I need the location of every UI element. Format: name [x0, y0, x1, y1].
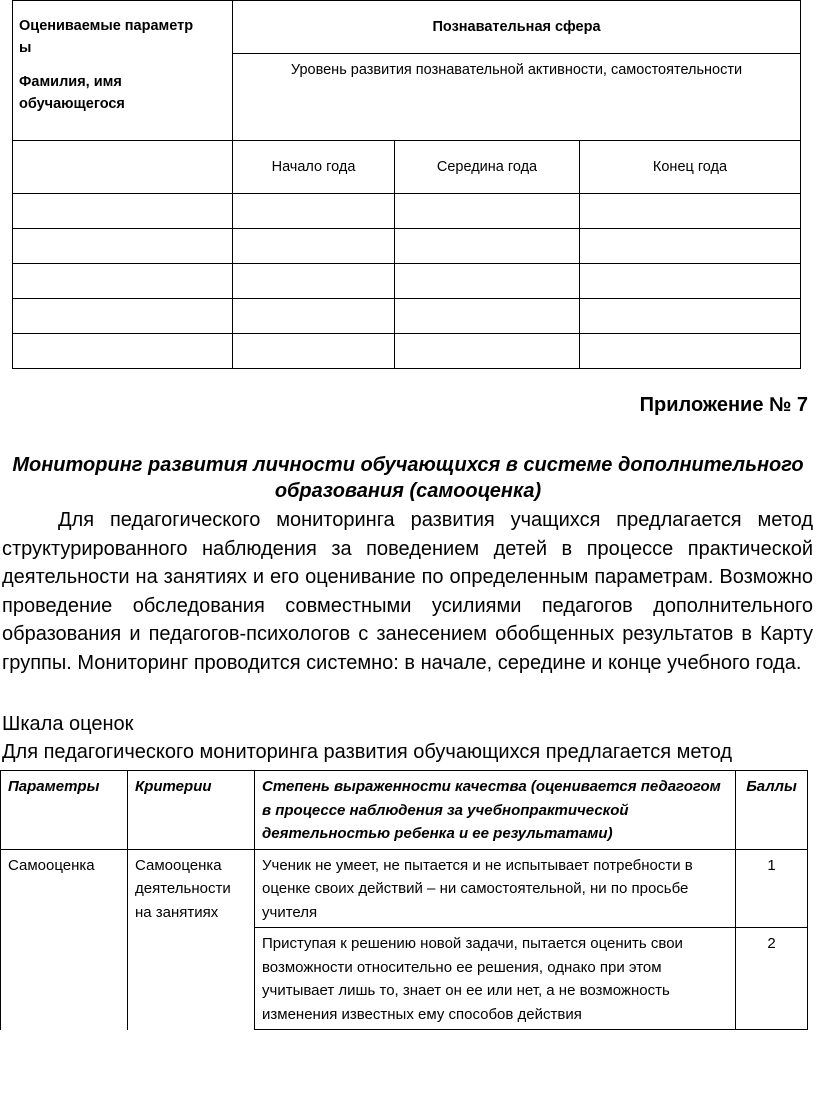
header-points: Баллы: [736, 771, 808, 850]
header-criteria: Критерии: [128, 771, 255, 850]
param-header-line1: Оцениваемые параметр: [19, 18, 194, 34]
param-header-cell: [13, 1, 233, 141]
table-row: [13, 194, 801, 229]
period-middle: Середина года: [395, 141, 580, 194]
title-line2: образования (самооценка): [274, 480, 542, 502]
monitoring-table: [12, 0, 801, 369]
table-row: [13, 299, 801, 334]
level-header: Уровень развития познавательной активности, самостоятельности: [233, 54, 801, 141]
param-header-line2: ы: [19, 40, 32, 56]
table-row: [13, 264, 801, 299]
body-paragraph: [2, 506, 813, 677]
header-row: [1, 771, 808, 850]
table-row: [13, 334, 801, 369]
header-params: Параметры: [1, 771, 128, 850]
table-row: [1, 849, 808, 928]
criterion-cell: Самооценка деятельности на занятиях: [128, 849, 255, 1030]
period-empty-cell: [13, 141, 233, 194]
param-cell: Самооценка: [1, 849, 128, 1030]
header-degree: Степень выраженности качества (оценивается педагогом в процессе наблюдения за учебнопрактической деятельностью ребенка и ее результатами): [255, 771, 736, 850]
param-header-line4: обучающегося: [19, 96, 125, 112]
points-cell: 2: [736, 928, 808, 1030]
points-cell: 1: [736, 849, 808, 928]
sphere-header: Познавательная сфера: [233, 1, 801, 54]
scale-heading: Шкала оценок: [2, 713, 134, 735]
title-line1: Мониторинг развития личности обучающихся в системе дополнительного: [12, 454, 804, 476]
period-end: Конец года: [580, 141, 801, 194]
appendix-label: Приложение № 7: [639, 394, 808, 416]
param-header-line3: Фамилия, имя: [19, 74, 122, 90]
scale-subheading: Для педагогического мониторинга развития обучающихся предлагается метод: [2, 741, 733, 763]
description-cell: Приступая к решению новой задачи, пытается оценить свои возможности относительно ее решения, однако при этом учитывает лишь то, знает он ее или нет, а не возможность изменения известных ему способов действия: [255, 928, 736, 1030]
scale-table: [0, 770, 808, 1030]
table-row: [13, 229, 801, 264]
document-title: [0, 452, 816, 504]
body-paragraph-text: Для педагогического мониторинга развития учащихся предлагается метод структурированного наблюдения за поведением детей в процессе практической деятельности на занятиях и его оценивание по определенным параметрам. Возможно проведение обследования совместными усилиями педагогов дополнительного образования и педагогов-психологов с занесением обобщенных результатов в Карту группы. Мониторинг проводится системно: в начале, середине и конце учебного года.: [2, 509, 813, 674]
description-cell: Ученик не умеет, не пытается и не испытывает потребности в оценке своих действий – ни самостоятельной, ни по просьбе учителя: [255, 849, 736, 928]
period-start: Начало года: [233, 141, 395, 194]
